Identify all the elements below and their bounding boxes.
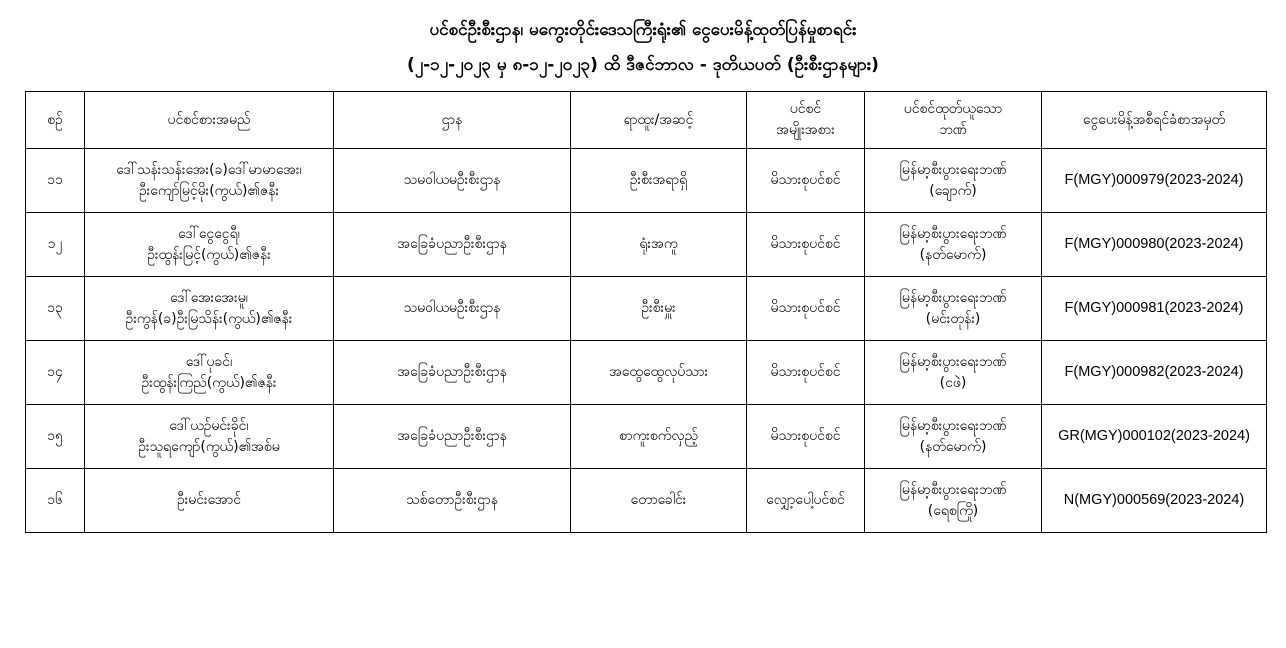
cell-order-number: GR(MGY)000102(2023-2024) <box>1042 405 1267 469</box>
table-row <box>26 405 1267 469</box>
cell-line: ဒေါ်သန်းသန်းအေး(ခ)ဒေါ်မာမာအေး၊ <box>116 161 302 178</box>
cell-line: မြန်မာ့စီးပွားရေးဘဏ် <box>899 161 1007 178</box>
cell-line: ဦးကွန်(ခ)ဦးမြသိန်း(ကွယ်)၏ဇနီး <box>125 310 293 327</box>
cell-paying-bank <box>865 469 1042 533</box>
cell-line: မြန်မာ့စီးပွားရေးဘဏ် <box>899 481 1007 498</box>
cell-paying-bank <box>865 277 1042 341</box>
cell-line: ပင်စင်ထုတ်ယူသော <box>903 101 1003 117</box>
cell-order-number: F(MGY)000980(2023-2024) <box>1042 213 1267 277</box>
cell-line: မြန်မာ့စီးပွားရေးဘဏ် <box>899 289 1007 306</box>
cell-pension-type: မိသားစုပင်စင် <box>747 405 865 469</box>
cell-line: အမျိုးအစား <box>776 122 835 138</box>
cell-order-number: F(MGY)000981(2023-2024) <box>1042 277 1267 341</box>
cell-line: ဒေါ်ယဉ်မင်းခိုင်၊ <box>169 417 249 434</box>
cell-line: ဦးထွန်းမြင့်(ကွယ်)၏ဇနီး <box>147 246 271 263</box>
cell-serial-no: ၁၁ <box>26 149 85 213</box>
cell-department: အခြေခံပညာဦးစီးဌာန <box>334 341 571 405</box>
cell-line: (နတ်မောက်) <box>919 438 987 455</box>
cell-line: ဒေါ်ပုခင်၊ <box>185 353 233 370</box>
cell-line: (နတ်မောက်) <box>919 246 987 263</box>
cell-line: မြန်မာ့စီးပွားရေးဘဏ် <box>899 417 1007 434</box>
table-row <box>26 341 1267 405</box>
cell-serial-no: ၁၄ <box>26 341 85 405</box>
cell-rank: ရုံးအကူ <box>571 213 747 277</box>
header-pensioner-name <box>85 92 334 149</box>
cell-serial-no: ၁၃ <box>26 277 85 341</box>
cell-line: မြန်မာ့စီးပွားရေးဘဏ် <box>899 353 1007 370</box>
cell-order-number: N(MGY)000569(2023-2024) <box>1042 469 1267 533</box>
table-row <box>26 149 1267 213</box>
cell-pension-type: မိသားစုပင်စင် <box>747 149 865 213</box>
cell-paying-bank <box>865 405 1042 469</box>
cell-line: ငွေပေးမိန့်အစီရင်ခံစာအမှတ် <box>1082 111 1226 128</box>
cell-serial-no: ၁၅ <box>26 405 85 469</box>
cell-pensioner-name <box>85 405 334 469</box>
cell-department: သမဝါယမဦးစီးဌာန <box>334 277 571 341</box>
cell-order-number: F(MGY)000979(2023-2024) <box>1042 149 1267 213</box>
cell-department: အခြေခံပညာဦးစီးဌာန <box>334 213 571 277</box>
cell-line: ပင်စင်စားအမည် <box>167 111 251 128</box>
cell-pension-type: လျှော့ပေါ့ပင်စင် <box>747 469 865 533</box>
pension-payment-table <box>25 91 1267 533</box>
cell-order-number: F(MGY)000982(2023-2024) <box>1042 341 1267 405</box>
cell-rank: တောခေါင်း <box>571 469 747 533</box>
cell-line: ဌာန <box>441 111 463 128</box>
cell-line: ဦးသူရကျော်(ကွယ်)၏အစ်မ <box>138 438 280 455</box>
header-pension-type <box>747 92 865 149</box>
cell-line: ဦးမင်းအောင် <box>176 492 242 508</box>
cell-line: (ရေစကြို) <box>927 502 979 519</box>
cell-serial-no: ၁၆ <box>26 469 85 533</box>
table-row <box>26 213 1267 277</box>
cell-rank: ဦးစီးမှူး <box>571 277 747 341</box>
cell-line: (ချောက်) <box>929 182 977 199</box>
table-header-row <box>26 92 1267 149</box>
cell-pension-type: မိသားစုပင်စင် <box>747 277 865 341</box>
table-body <box>26 149 1267 533</box>
cell-line: ရာထူး/အဆင့် <box>623 111 694 128</box>
cell-pensioner-name <box>85 277 334 341</box>
cell-paying-bank <box>865 341 1042 405</box>
cell-serial-no: ၁၂ <box>26 213 85 277</box>
cell-pension-type: မိသားစုပင်စင် <box>747 341 865 405</box>
cell-line: မြန်မာ့စီးပွားရေးဘဏ် <box>899 225 1007 242</box>
cell-pension-type: မိသားစုပင်စင် <box>747 213 865 277</box>
cell-paying-bank <box>865 149 1042 213</box>
cell-line: (ငဖဲ) <box>939 374 967 391</box>
cell-line: ဒေါ်ငွေငွေရီ၊ <box>178 225 240 242</box>
cell-rank: အထွေထွေလုပ်သား <box>571 341 747 405</box>
table-row <box>26 277 1267 341</box>
cell-line: ဦးထွန်းကြည်(ကွယ်)၏ဇနီး <box>141 374 277 391</box>
cell-line: ဒေါ်အေးအေးမူ၊ <box>170 289 248 306</box>
cell-line: ပင်စင် <box>789 101 822 117</box>
header-order-number <box>1042 92 1267 149</box>
cell-pensioner-name <box>85 469 334 533</box>
cell-department: အခြေခံပညာဦးစီးဌာန <box>334 405 571 469</box>
header-rank <box>571 92 747 149</box>
header-serial-no <box>26 92 85 149</box>
table-row <box>26 469 1267 533</box>
cell-department: သစ်တောဦးစီးဌာန <box>334 469 571 533</box>
cell-pensioner-name <box>85 341 334 405</box>
header-paying-bank <box>865 92 1042 149</box>
cell-rank: စာကူးစက်လှည့် <box>571 405 747 469</box>
cell-line: ဘဏ် <box>939 122 967 138</box>
cell-department: သမဝါယမဦးစီးဌာန <box>334 149 571 213</box>
document-title: ပင်စင်ဦးစီးဌာန၊ မကွေးတိုင်းဒေသကြီးရုံး၏ ငွေပေးမိန့်ထုတ်ပြန်မှုစာရင်း <box>429 20 857 40</box>
cell-paying-bank <box>865 213 1042 277</box>
header-department <box>334 92 571 149</box>
cell-line: (မင်းတုန်း) <box>925 310 981 327</box>
document-subtitle-period: (၂-၁၂-၂၀၂၃ မှ ၈-၁၂-၂၀၂၃) ထိ ဒီဇင်ဘာလ - ဒုတိယပတ် (ဦးစီးဌာနများ) <box>407 55 879 75</box>
cell-rank: ဦးစီးအရာရှိ <box>571 149 747 213</box>
cell-pensioner-name <box>85 149 334 213</box>
cell-pensioner-name <box>85 213 334 277</box>
cell-line: ဦးကျော်မြင့်မိုး(ကွယ်)၏ဇနီး <box>138 182 280 199</box>
cell-line: စဉ် <box>47 111 63 128</box>
